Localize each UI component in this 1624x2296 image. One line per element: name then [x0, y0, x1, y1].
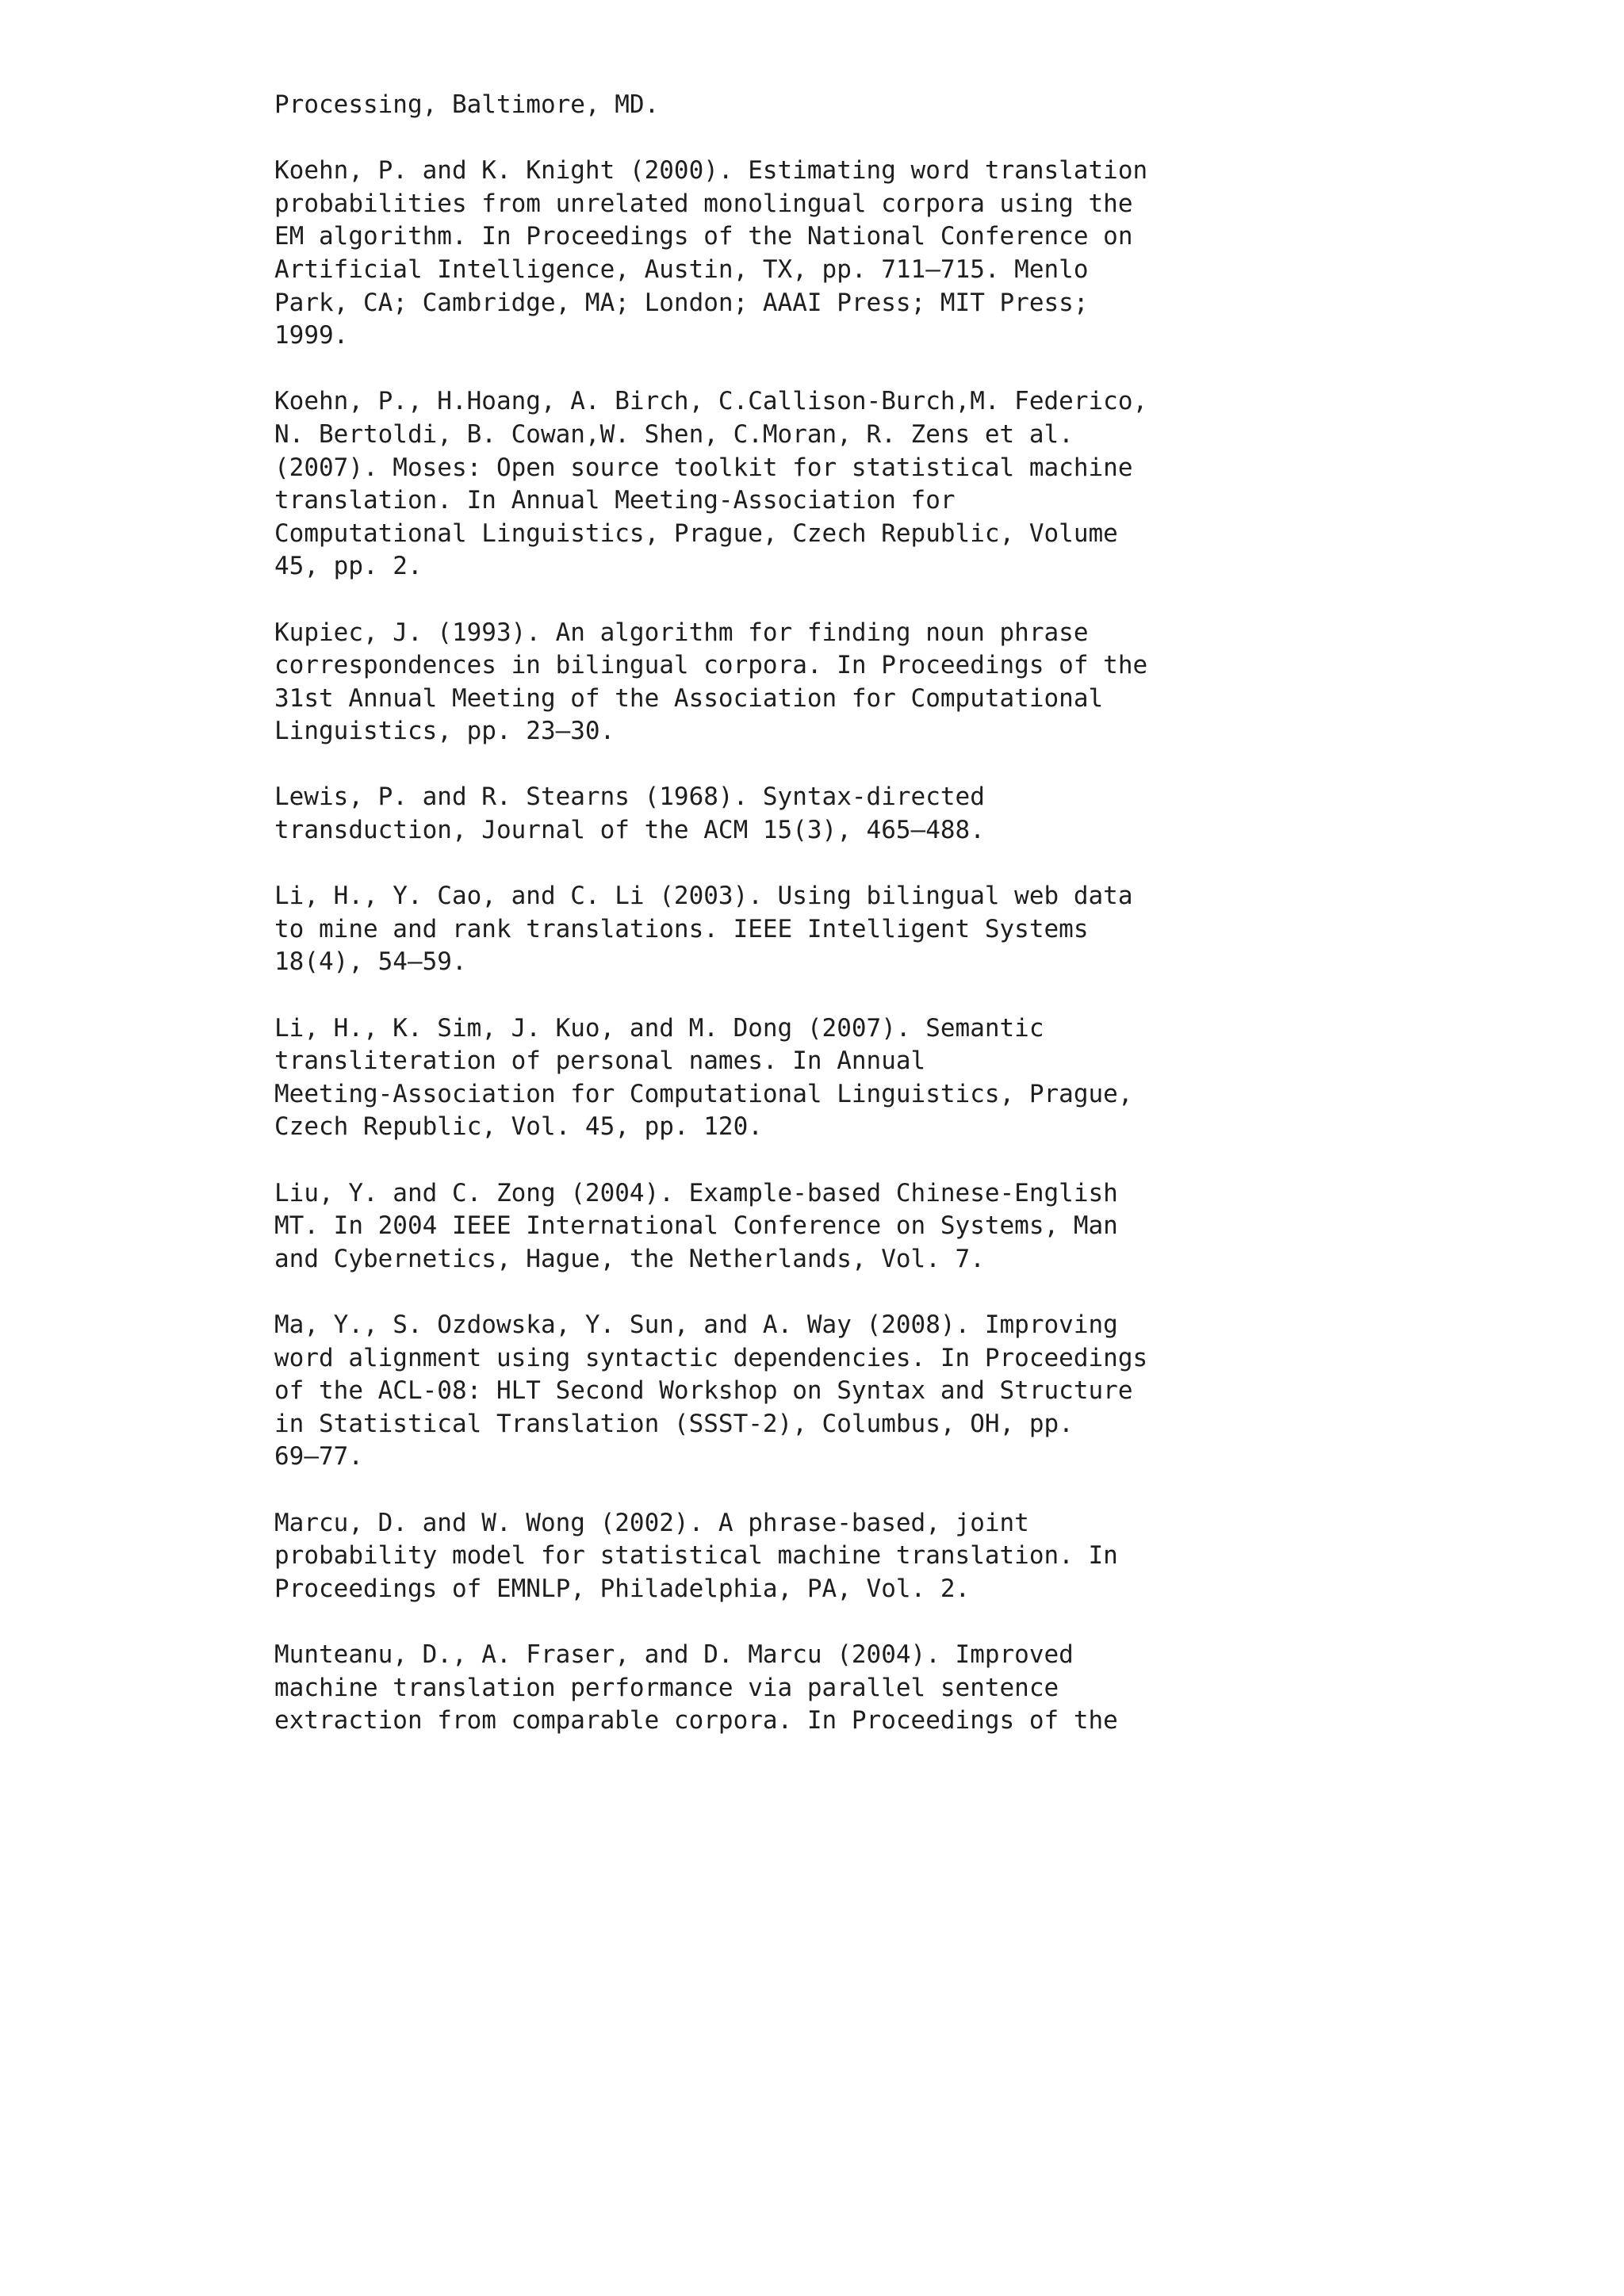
reference-line: Kupiec, J. (1993). An algorithm for finding noun phrase	[274, 618, 1089, 647]
reference-line: correspondences in bilingual corpora. In Proceedings of the	[274, 651, 1148, 680]
reference-line: 45, pp. 2.	[274, 552, 423, 581]
reference-line: Lewis, P. and R. Stearns (1968). Syntax-directed	[274, 783, 985, 812]
reference-line: extraction from comparable corpora. In Proceedings of the	[274, 1706, 1118, 1735]
reference-line: Munteanu, D., A. Fraser, and D. Marcu (2004). Improved	[274, 1640, 1074, 1669]
reference-line: 69–77.	[274, 1442, 363, 1471]
reference-line: Park, CA; Cambridge, MA; London; AAAI Press; MIT Press;	[274, 288, 1089, 317]
reference-line: 18(4), 54–59.	[274, 947, 467, 977]
reference-line: of the ACL-08: HLT Second Workshop on Syntax and Structure	[274, 1376, 1133, 1406]
reference-line: Koehn, P., H.Hoang, A. Birch, C.Callison-Burch,M. Federico,	[274, 387, 1148, 416]
reference-line: word alignment using syntactic dependencies. In Proceedings	[274, 1343, 1148, 1372]
reference-entry	[274, 1507, 1575, 1606]
reference-line: translation. In Annual Meeting-Association for	[274, 486, 956, 515]
reference-entry	[274, 781, 1575, 847]
reference-line: probabilities from unrelated monolingual corpora using the	[274, 189, 1133, 218]
reference-line: Artificial Intelligence, Austin, TX, pp. 711–715. Menlo	[274, 254, 1089, 284]
reference-entry	[274, 1012, 1575, 1144]
reference-line: MT. In 2004 IEEE International Conference on Systems, Man	[274, 1211, 1118, 1241]
reference-line: (2007). Moses: Open source toolkit for statistical machine	[274, 453, 1133, 482]
reference-line: Li, H., Y. Cao, and C. Li (2003). Using bilingual web data	[274, 882, 1133, 911]
reference-line: Ma, Y., S. Ozdowska, Y. Sun, and A. Way (2008). Improving	[274, 1310, 1118, 1339]
reference-line: Proceedings of EMNLP, Philadelphia, PA, Vol. 2.	[274, 1574, 971, 1603]
reference-line: Czech Republic, Vol. 45, pp. 120.	[274, 1112, 763, 1142]
reference-line: Computational Linguistics, Prague, Czech Republic, Volume	[274, 519, 1118, 548]
reference-entry	[274, 89, 1575, 122]
reference-line: N. Bertoldi, B. Cowan,W. Shen, C.Moran, R. Zens et al.	[274, 419, 1074, 449]
reference-line: transduction, Journal of the ACM 15(3), 465–488.	[274, 816, 985, 845]
reference-entry	[274, 1309, 1575, 1474]
reference-line: Meeting-Association for Computational Linguistics, Prague,	[274, 1079, 1133, 1108]
reference-line: Koehn, P. and K. Knight (2000). Estimating word translation	[274, 156, 1148, 186]
reference-entry	[274, 880, 1575, 979]
reference-entry	[274, 385, 1575, 584]
reference-line: Marcu, D. and W. Wong (2002). A phrase-based, joint	[274, 1508, 1029, 1537]
reference-line: EM algorithm. In Proceedings of the National Conference on	[274, 222, 1133, 251]
reference-line: 31st Annual Meeting of the Association for Computational	[274, 683, 1104, 713]
reference-entry	[274, 1177, 1575, 1276]
reference-line: Li, H., K. Sim, J. Kuo, and M. Dong (2007). Semantic	[274, 1013, 1044, 1043]
reference-line: Liu, Y. and C. Zong (2004). Example-based Chinese-English	[274, 1178, 1118, 1207]
reference-entry	[274, 1639, 1575, 1738]
reference-line: 1999.	[274, 321, 349, 350]
reference-entry	[274, 617, 1575, 748]
reference-entry	[274, 155, 1575, 353]
reference-line: to mine and rank translations. IEEE Intelligent Systems	[274, 914, 1089, 943]
reference-line: machine translation performance via parallel sentence	[274, 1673, 1059, 1702]
reference-list	[274, 89, 1575, 1770]
reference-line: Processing, Baltimore, MD.	[274, 90, 660, 119]
reference-line: probability model for statistical machine translation. In	[274, 1541, 1118, 1571]
reference-line: transliteration of personal names. In Annual	[274, 1047, 926, 1076]
reference-line: Linguistics, pp. 23–30.	[274, 717, 615, 746]
reference-line: in Statistical Translation (SSST-2), Columbus, OH, pp.	[274, 1409, 1074, 1438]
reference-line: and Cybernetics, Hague, the Netherlands, Vol. 7.	[274, 1244, 985, 1273]
